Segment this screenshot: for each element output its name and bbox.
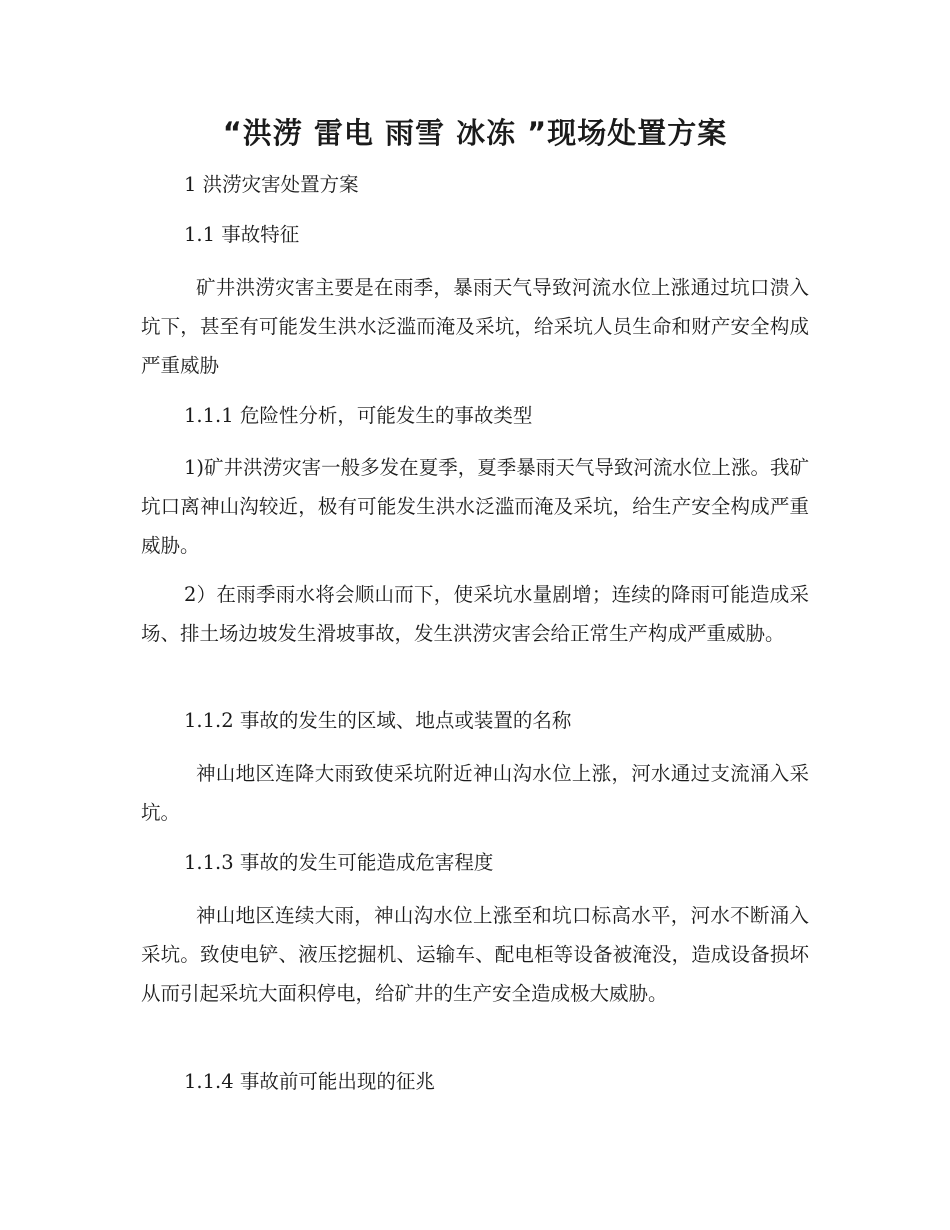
body-paragraph: 矿井洪涝灾害主要是在雨季，暴雨天气导致河流水位上涨通过坑口溃入坑下，甚至有可能发生洪水泛滥而淹及采坑，给采坑人员生命和财产安全构成严重威胁 xyxy=(141,276,809,377)
section-heading: 1.1 事故特征 xyxy=(184,223,300,246)
section-heading: 1 洪涝灾害处置方案 xyxy=(184,173,359,196)
section-heading: 1.1.3 事故的发生可能造成危害程度 xyxy=(184,851,494,874)
body-paragraph: 神山地区连续大雨，神山沟水位上涨至和坑口标高水平，河水不断涌入采坑。致使电铲、液压挖掘机、运输车、配电柜等设备被淹没，造成设备损坏从而引起采坑大面积停电，给矿井的生产安全造成极大威胁。 xyxy=(141,904,809,1005)
section-heading: 1.1.4 事故前可能出现的征兆 xyxy=(184,1070,435,1093)
section-heading: 1.1.2 事故的发生的区域、地点或装置的名称 xyxy=(184,709,572,732)
section-heading: 1.1.1 危险性分析，可能发生的事故类型 xyxy=(184,404,533,427)
document-title: “洪涝 雷电 雨雪 冰冻 ”现场处置方案 xyxy=(222,116,728,150)
body-paragraph: 神山地区连降大雨致使采坑附近神山沟水位上涨，河水通过支流涌入采坑。 xyxy=(141,762,809,824)
body-paragraph: 1)矿井洪涝灾害一般多发在夏季，夏季暴雨天气导致河流水位上涨。我矿坑口离神山沟较近，极有可能发生洪水泛滥而淹及采坑，给生产安全构成严重威胁。 xyxy=(141,456,809,557)
body-paragraph: 2）在雨季雨水将会顺山而下，使采坑水量剧增；连续的降雨可能造成采场、排土场边坡发生滑坡事故，发生洪涝灾害会给正常生产构成严重威胁。 xyxy=(141,583,809,645)
